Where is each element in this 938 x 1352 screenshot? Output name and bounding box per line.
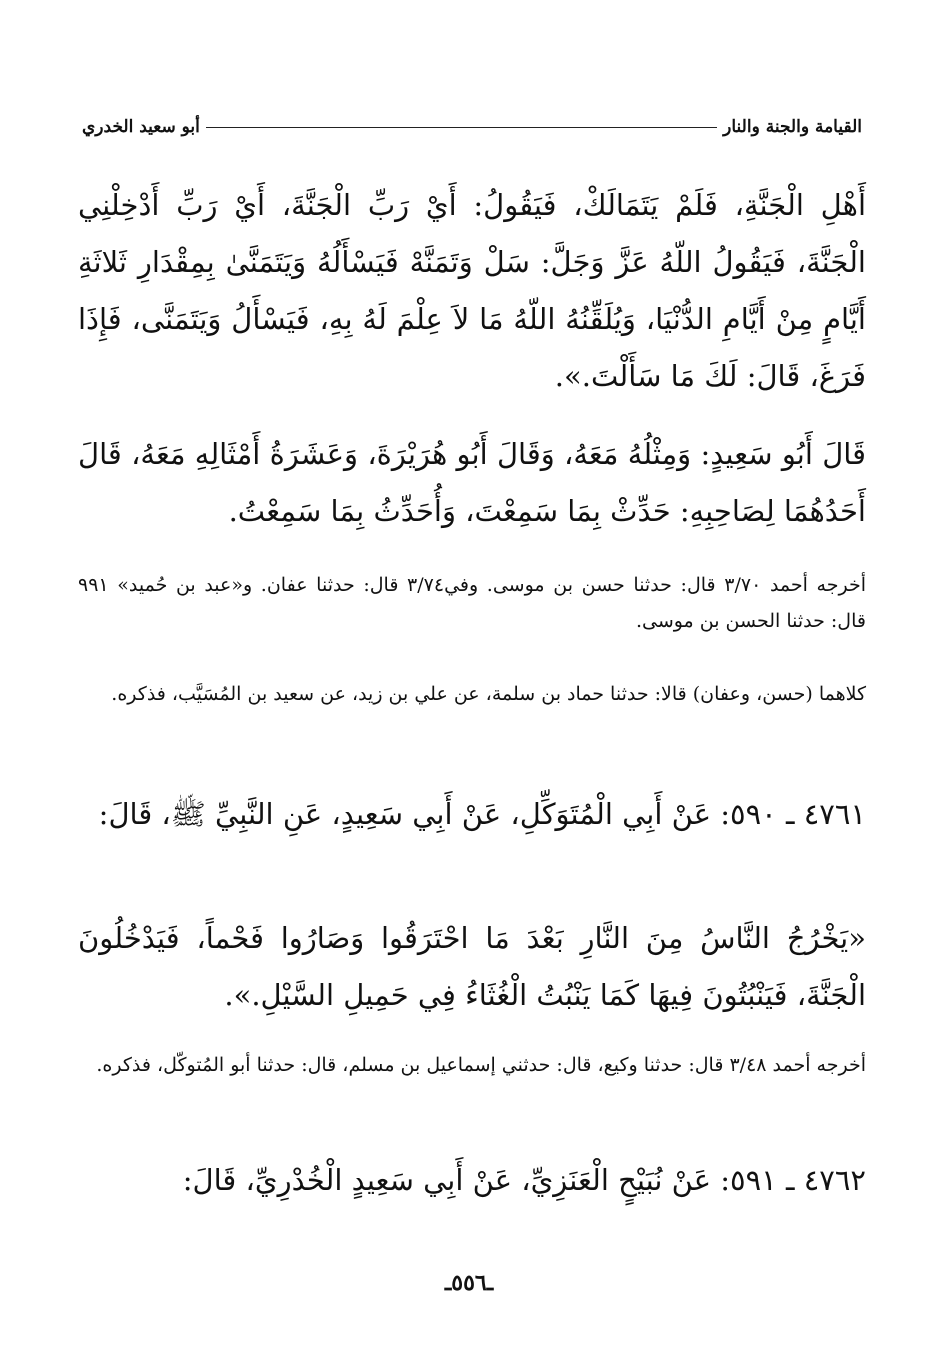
header-rule — [206, 127, 717, 128]
narrator-comment: قَالَ أَبُو سَعِيدٍ: وَمِثْلُهُ مَعَهُ، وَقَالَ أَبُو هُرَيْرَةَ، وَعَشَرَةُ أَمْثَالِهِ مَعَهُ، قَالَ أَحَدُهُمَا لِصَاحِبِهِ: حَدِّثْ بِمَا سَمِعْتَ، وَأُحَدِّثُ بِمَا سَمِعْتُ. — [78, 437, 866, 528]
takhrij-note-3: أخرجه أحمد ٣/٤٨ قال: حدثنا وكيع، قال: حدثني إسماعيل بن مسلم، قال: حدثنا أبو المُتوكّل، فذكره. — [96, 1054, 866, 1076]
hadith-text-continued: أَهْلِ الْجَنَّةِ، فَلَمْ يَتَمَالَكْ، فَيَقُولُ: أَيْ رَبِّ الْجَنَّةَ، أَيْ رَبِّ أَدْخِلْنِي الْجَنَّةَ، فَيَقُولُ اللّهُ عَزَّ وَجَلَّ: سَلْ وَتَمَنَّهْ فَيَسْأَلُهُ وَيَتَمَنَّىٰ بِمِقْدَارِ ثَلاثَةِ أَيَّامٍ مِنْ أَيَّامِ الدُّنْيَا، وَيُلَقِّنُهُ اللّهُ مَا لاَ عِلْمَ لَهُ بِهِ، فَيَسْأَلُ وَيَتَمَنَّى، فَإِذَا فَرَغَ، قَالَ: لَكَ مَا سَأَلْتَ.». — [78, 188, 866, 393]
page-number: ـ٥٥٦ـ — [444, 1270, 494, 1296]
hadith-4762-heading: ٤٧٦٢ ـ ٥٩١: عَنْ نُبَيْحٍ الْعَنَزِيِّ، عَنْ أَبِي سَعِيدٍ الْخُدْرِيِّ، قَالَ: — [182, 1163, 866, 1197]
hadith-4761-heading: ٤٧٦١ ـ ٥٩٠: عَنْ أَبِي الْمُتَوَكِّلِ، عَنْ أَبِي سَعِيدٍ، عَنِ النَّبِيِّ ﷺ، قَالَ: — [98, 797, 866, 831]
takhrij-note-1: أخرجه أحمد ٣/٧٠ قال: حدثنا حسن بن موسى. وفي٣/٧٤ قال: حدثنا عفان. و«عبد بن حُميد» ٩٩١ قال: حدثنا الحسن بن موسى. — [78, 574, 866, 632]
takhrij-note-2: كلاهما (حسن، وعفان) قالا: حدثنا حماد بن سلمة، عن علي بن زيد، عن سعيد بن المُسَيَّب، فذكره. — [111, 683, 866, 705]
header-narrator: أبو سعيد الخدري — [82, 117, 200, 137]
header-book-title: القيامة والجنة والنار — [723, 117, 862, 137]
running-header — [82, 112, 862, 142]
hadith-4761-text: «يَخْرُجُ النَّاسُ مِنَ النَّارِ بَعْدَ مَا احْتَرَقُوا وَصَارُوا فَحْماً، فَيَدْخُلُونَ الْجَنَّةَ، فَيَنْبُتُونَ فِيهَا كَمَا يَنْبُتُ الْغُثَاءُ فِي حَمِيلِ السَّيْلِ.». — [78, 921, 866, 1012]
